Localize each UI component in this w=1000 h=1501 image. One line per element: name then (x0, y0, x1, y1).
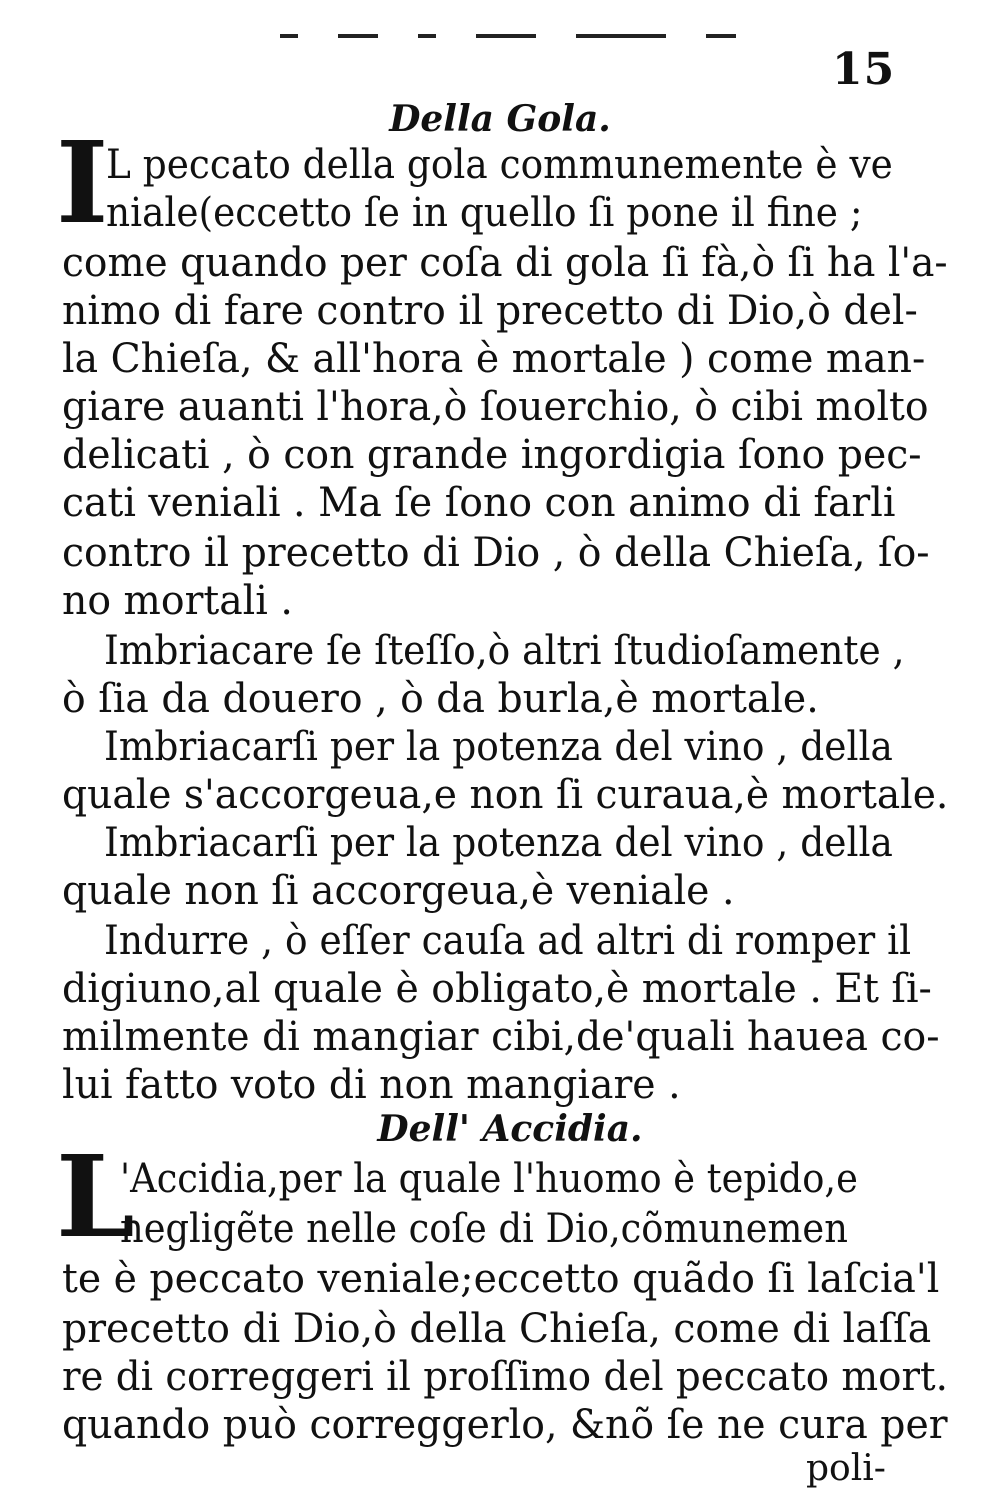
text-line: quando può correggerlo, &nõ ſe ne cura per (62, 1402, 948, 1448)
catchword: poli- (806, 1448, 886, 1489)
section-heading-gola: Della Gola. (389, 98, 611, 140)
text-line: Imbriacarſi per la potenza del vino , della (104, 820, 893, 866)
page-number: 15 (832, 44, 896, 95)
text-line: te è peccato veniale;eccetto quãdo ſi laſcia'l (62, 1256, 940, 1302)
text-line: giare auanti l'hora,ò ſouerchio, ò cibi molto (62, 384, 929, 430)
text-line: quale s'accorgeua,e non ſi curaua,è mortale. (62, 772, 949, 818)
text-line: la Chieſa, & all'hora è mortale ) come man- (62, 336, 926, 382)
text-line: come quando per coſa di gola ſi fà,ò ſi ha l'a- (62, 240, 948, 286)
text-line: nimo di fare contro il precetto di Dio,ò del- (62, 288, 918, 334)
text-line: no mortali . (62, 578, 293, 624)
text-line: negligẽte nelle coſe di Dio,cõmunemen (120, 1206, 848, 1252)
text-line: digiuno,al quale è obligato,è mortale . Et ſi- (62, 966, 932, 1012)
text-line: delicati , ò con grande ingordigia ſono pec- (62, 432, 922, 478)
text-line: cati veniali . Ma ſe ſono con animo di farli (62, 480, 896, 526)
text-line: Indurre , ò eſſer cauſa ad altri di romper il (104, 918, 912, 964)
dropcap-gola: I (56, 118, 109, 249)
top-rule (280, 34, 760, 40)
text-line: contro il precetto di Dio , ò della Chieſa, ſo- (62, 530, 930, 576)
section-heading-accidia: Dell' Accidia. (377, 1108, 643, 1150)
dropcap-accidia: L (56, 1132, 135, 1263)
text-line: ò ſia da douero , ò da burla,è mortale. (62, 676, 819, 722)
text-line: L peccato della gola communemente è ve (106, 142, 893, 188)
text-line: niale(eccetto ſe in quello ſi pone il fine ; (106, 190, 863, 236)
text-line: milmente di mangiar cibi,de'quali hauea co- (62, 1014, 940, 1060)
text-line: quale non ſi accorgeua,è veniale . (62, 868, 735, 914)
text-line: lui fatto voto di non mangiare . (62, 1062, 681, 1108)
text-line: 'Accidia,per la quale l'huomo è tepido,e (120, 1156, 858, 1202)
text-line: precetto di Dio,ò della Chieſa, come di laſſa (62, 1306, 932, 1352)
text-line: Imbriacarſi per la potenza del vino , della (104, 724, 893, 770)
text-line: Imbriacare ſe ſteſſo,ò altri ſtudioſamente , (104, 628, 905, 674)
text-line: re di correggeri il proſſimo del peccato mort. (62, 1354, 948, 1400)
